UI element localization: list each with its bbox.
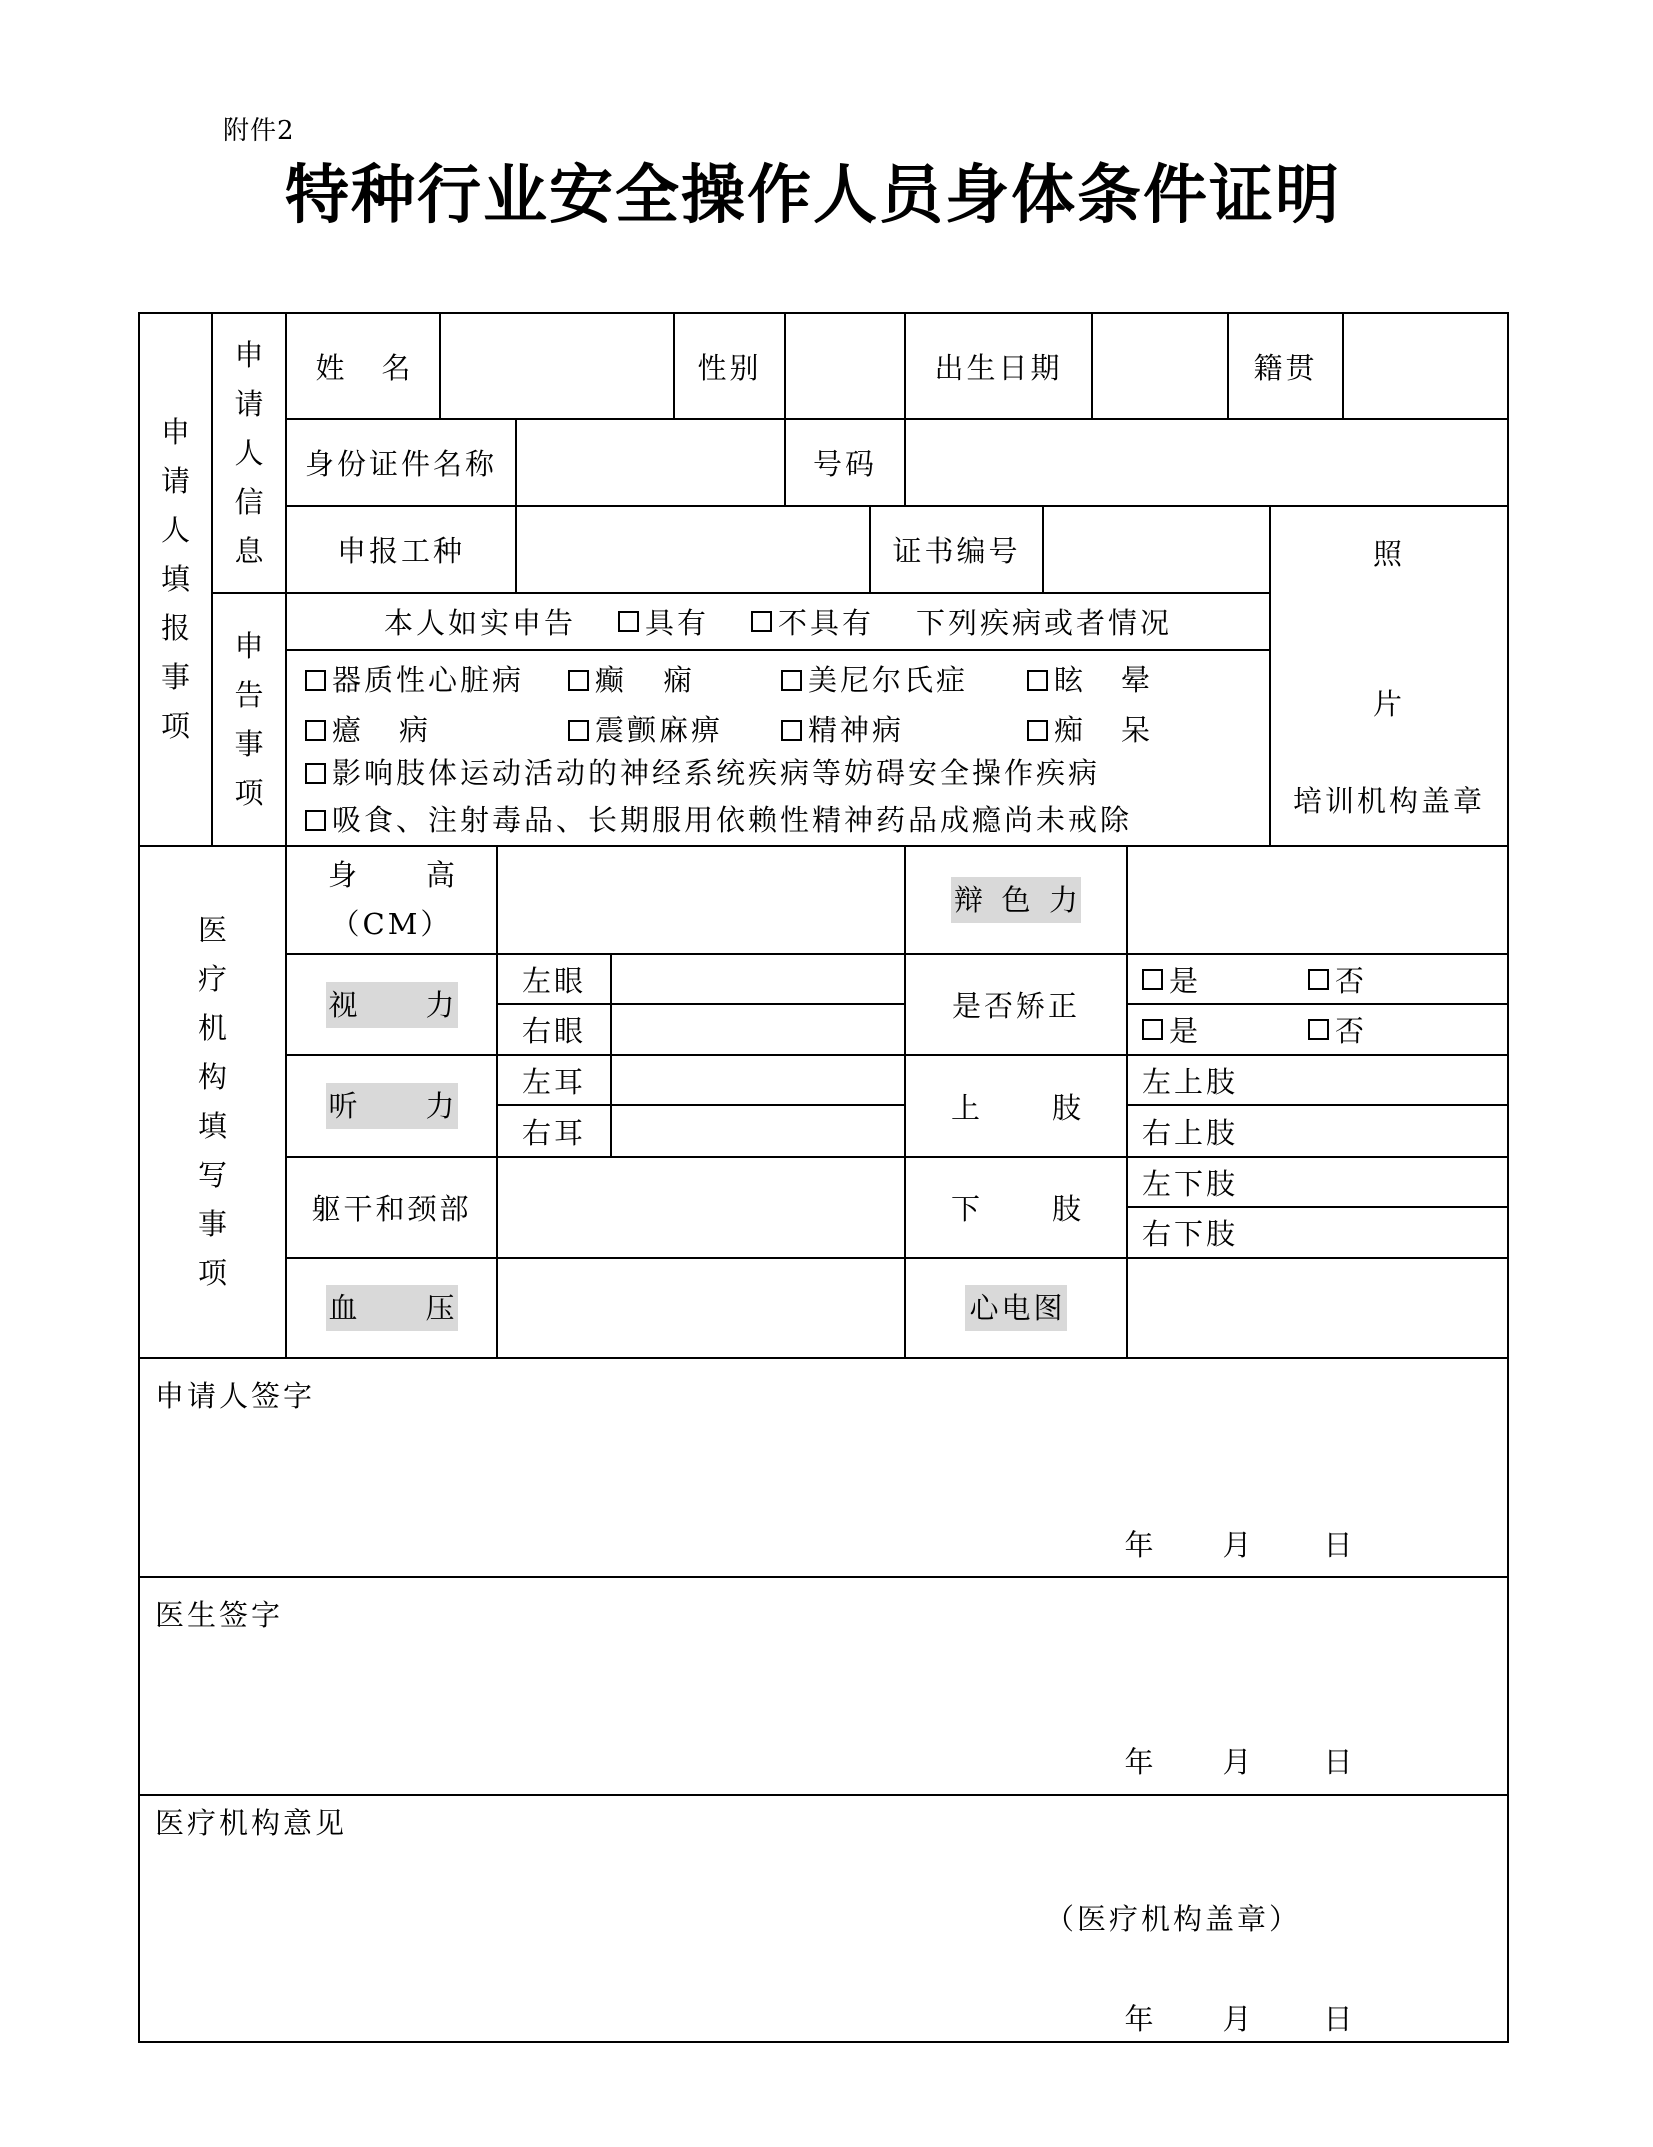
left-eye-label-cell — [496, 953, 612, 1005]
right-upper-limb-label: 右上肢 — [1142, 1115, 1239, 1150]
medical-stamp-note: （医疗机构盖章） — [1044, 1902, 1301, 1936]
condition-label: 痴 呆 — [1054, 713, 1150, 747]
condition-item — [568, 660, 692, 700]
job-label-cell — [285, 505, 517, 594]
birth-label-cell — [904, 312, 1093, 420]
declaration-suffix: 下列疾病或者情况 — [916, 606, 1173, 640]
condition-item — [781, 660, 968, 700]
right-upper-limb-input[interactable] — [1126, 1104, 1509, 1158]
checkbox-correction-left-yes[interactable] — [1142, 969, 1163, 990]
no-label: 否 — [1335, 1014, 1368, 1048]
left-upper-limb-label: 左上肢 — [1142, 1064, 1239, 1099]
left-upper-limb-input[interactable] — [1126, 1054, 1509, 1106]
condition-label: 精神病 — [808, 713, 905, 747]
medical-opinion-label: 医疗机构意见 — [155, 1806, 348, 1840]
no-label: 否 — [1335, 963, 1368, 998]
job-input[interactable] — [515, 505, 871, 594]
name-input[interactable] — [439, 312, 675, 420]
checkbox-have[interactable] — [618, 611, 639, 632]
date-year: 年 — [1124, 2002, 1154, 2036]
color-vision-input[interactable] — [1126, 845, 1509, 955]
doctor-signature-area[interactable] — [138, 1576, 1509, 1796]
left-ear-label-cell — [496, 1054, 612, 1106]
date-day: 日 — [1323, 1745, 1353, 1779]
date-month: 月 — [1222, 2002, 1252, 2036]
checkbox-condition-neurological[interactable] — [305, 763, 326, 784]
date-day: 日 — [1323, 1528, 1353, 1562]
yes-label: 是 — [1169, 1014, 1202, 1048]
date-day: 日 — [1323, 2002, 1353, 2036]
origin-label: 籍贯 — [1253, 350, 1318, 385]
applicant-section-cell — [138, 312, 213, 847]
left-ear-input[interactable] — [610, 1054, 906, 1106]
condition-item — [305, 753, 1100, 793]
correction-yes-option — [1142, 955, 1201, 1003]
declaration-prefix: 本人如实申告 — [383, 606, 576, 640]
correction-no-option — [1308, 955, 1367, 1003]
correction-options-right — [1126, 1003, 1509, 1056]
correction-label: 是否矫正 — [951, 989, 1080, 1023]
condition-label: 美尼尔氏症 — [808, 663, 969, 697]
ecg-label: 心电图 — [965, 1285, 1066, 1331]
id-type-label-cell — [285, 418, 517, 507]
condition-label: 影响肢体运动活动的神经系统疾病等妨碍安全操作疾病 — [332, 756, 1101, 790]
document-title: 特种行业安全操作人员身体条件证明 — [285, 159, 1341, 233]
cert-input[interactable] — [1042, 505, 1271, 594]
checkbox-condition-mental-illness[interactable] — [781, 720, 802, 741]
birth-label: 出生日期 — [934, 350, 1063, 385]
condition-label: 眩 晕 — [1054, 663, 1150, 697]
applicant-info-cell — [211, 312, 287, 594]
condition-item — [1027, 710, 1150, 750]
declare-section-cell — [211, 592, 287, 847]
origin-label-cell — [1227, 312, 1344, 420]
applicant-section-label: 申请人填报事项 — [160, 415, 190, 743]
right-lower-limb-input[interactable] — [1126, 1206, 1509, 1259]
trunk-label: 躯干和颈部 — [311, 1192, 472, 1226]
upper-limb-label-cell — [904, 1054, 1128, 1158]
lower-limb-label: 下 肢 — [951, 1192, 1081, 1226]
checkbox-correction-right-yes[interactable] — [1142, 1019, 1163, 1040]
name-label: 姓 名 — [315, 350, 411, 385]
height-label-cell — [285, 845, 498, 955]
checkbox-condition-paralysis-agitans[interactable] — [568, 720, 589, 741]
condition-item — [781, 710, 904, 750]
color-vision-label: 辩 色 力 — [951, 877, 1081, 923]
birth-input[interactable] — [1091, 312, 1229, 420]
date-year: 年 — [1124, 1528, 1154, 1562]
checkbox-not-have[interactable] — [751, 611, 772, 632]
right-eye-label-cell — [496, 1003, 612, 1056]
right-lower-limb-label: 右下肢 — [1142, 1217, 1239, 1251]
checkbox-correction-left-no[interactable] — [1308, 969, 1329, 990]
id-type-input[interactable] — [515, 418, 786, 507]
photo-area[interactable] — [1269, 505, 1509, 847]
checkbox-condition-meniere[interactable] — [781, 670, 802, 691]
checkbox-correction-right-no[interactable] — [1308, 1019, 1329, 1040]
color-vision-label-cell — [904, 845, 1128, 955]
photo-char-2: 片 — [1372, 687, 1405, 721]
ecg-input[interactable] — [1126, 1257, 1509, 1359]
height-label-group — [328, 851, 455, 949]
left-lower-limb-label: 左下肢 — [1142, 1166, 1239, 1201]
height-label: 身 高 — [328, 858, 455, 892]
checkbox-condition-heart[interactable] — [305, 670, 326, 691]
declare-section-label: 申告事项 — [234, 628, 264, 810]
condition-label: 器质性心脏病 — [332, 663, 525, 697]
gender-label-cell — [673, 312, 786, 420]
bp-label-cell — [285, 1257, 498, 1359]
right-ear-input[interactable] — [610, 1104, 906, 1158]
id-type-label: 身份证件名称 — [304, 447, 497, 481]
applicant-info-label: 申请人信息 — [234, 337, 264, 568]
bp-label: 血 压 — [326, 1285, 458, 1331]
left-eye-input[interactable] — [610, 953, 906, 1005]
condition-item — [1027, 660, 1150, 700]
gender-input[interactable] — [784, 312, 906, 420]
doctor-signature-label: 医生签字 — [155, 1598, 284, 1632]
left-lower-limb-input[interactable] — [1126, 1156, 1509, 1208]
checkbox-condition-epilepsy[interactable] — [568, 670, 589, 691]
declaration-line — [384, 601, 1172, 642]
origin-input[interactable] — [1342, 312, 1509, 420]
medical-section-label: 医疗机构填写事项 — [197, 913, 227, 1290]
correction-label-cell — [904, 953, 1128, 1056]
condition-label: 吸食、注射毒品、长期服用依赖性精神药品成瘾尚未戒除 — [332, 803, 1133, 837]
photo-stamp-label: 培训机构盖章 — [1292, 784, 1485, 818]
date-month: 月 — [1222, 1745, 1252, 1779]
right-eye-label: 右眼 — [521, 1014, 586, 1048]
ecg-label-cell — [904, 1257, 1128, 1359]
condition-item — [305, 710, 428, 750]
condition-label: 癔 病 — [332, 713, 428, 747]
id-number-label-cell — [784, 418, 906, 507]
vision-label: 视 力 — [326, 982, 458, 1028]
id-number-label: 号码 — [812, 447, 877, 481]
applicant-signature-area[interactable] — [138, 1357, 1509, 1578]
correction-yes-option — [1142, 1005, 1201, 1054]
hearing-label: 听 力 — [326, 1083, 458, 1129]
conditions-cell — [285, 649, 1271, 847]
checkbox-condition-dementia[interactable] — [1027, 720, 1048, 741]
declaration-not-have: 不具有 — [778, 606, 875, 640]
right-ear-label-cell — [496, 1104, 612, 1158]
correction-options-left — [1126, 953, 1509, 1005]
bp-input[interactable] — [496, 1257, 906, 1359]
cert-label: 证书编号 — [892, 534, 1021, 568]
height-unit: （CM） — [330, 907, 453, 941]
condition-item — [305, 800, 1132, 840]
applicant-signature-label: 申请人签字 — [155, 1379, 316, 1413]
checkbox-condition-hysteria[interactable] — [305, 720, 326, 741]
right-ear-label: 右耳 — [521, 1115, 586, 1150]
date-month: 月 — [1222, 1528, 1252, 1562]
attachment-label: 附件2 — [223, 116, 295, 146]
condition-label: 癫 痫 — [595, 663, 692, 697]
medical-opinion-area[interactable] — [138, 1794, 1509, 2043]
left-eye-label: 左眼 — [521, 963, 586, 998]
left-ear-label: 左耳 — [521, 1064, 586, 1099]
checkbox-condition-drugs[interactable] — [305, 810, 326, 831]
vision-label-cell — [285, 953, 498, 1056]
correction-no-option — [1308, 1005, 1367, 1054]
lower-limb-label-cell — [904, 1156, 1128, 1259]
gender-label: 性别 — [697, 350, 762, 385]
condition-label: 震颤麻痹 — [595, 713, 724, 747]
yes-label: 是 — [1169, 963, 1202, 998]
trunk-label-cell — [285, 1156, 498, 1259]
upper-limb-label: 上 肢 — [951, 1090, 1081, 1125]
hearing-label-cell — [285, 1054, 498, 1158]
checkbox-condition-vertigo[interactable] — [1027, 670, 1048, 691]
job-label: 申报工种 — [336, 534, 465, 568]
photo-char-1: 照 — [1372, 537, 1405, 571]
name-label-cell — [285, 312, 441, 420]
date-year: 年 — [1124, 1745, 1154, 1779]
height-input[interactable] — [496, 845, 906, 955]
cert-label-cell — [869, 505, 1044, 594]
right-eye-input[interactable] — [610, 1003, 906, 1056]
medical-section-cell — [138, 845, 287, 1359]
declaration-cell — [285, 592, 1271, 651]
id-number-input[interactable] — [904, 418, 1509, 507]
condition-item — [305, 660, 524, 700]
declaration-have: 具有 — [644, 606, 709, 640]
trunk-input[interactable] — [496, 1156, 906, 1259]
condition-item — [568, 710, 723, 750]
